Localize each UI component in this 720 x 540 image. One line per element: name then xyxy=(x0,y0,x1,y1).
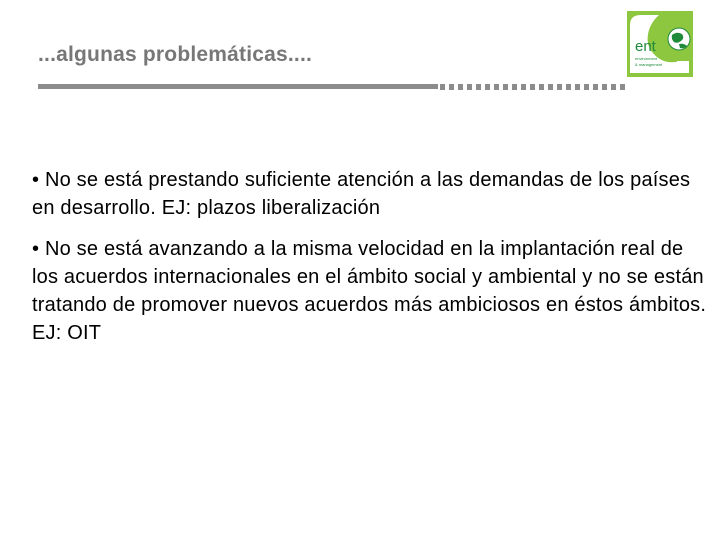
bullet-list xyxy=(32,166,712,360)
logo-text: ent xyxy=(635,38,656,55)
globe-icon xyxy=(668,28,690,50)
logo-subtext-2: & management xyxy=(635,62,663,67)
slide-title: ...algunas problemáticas.... xyxy=(38,43,313,66)
logo-subtext-1: environment xyxy=(635,56,658,61)
bullet-item-2: • No se está avanzando a la misma velocidad en la implantación real de los acuerdos internacionales en el ámbito social y ambiental y no se están tratando de promover nuevos acuerdos más ambiciosos en éstos ámbitos. EJ: OIT xyxy=(32,238,707,344)
ent-logo xyxy=(627,11,693,77)
bullet-item-1: • No se está prestando suficiente atención a las demandas de los países en desarrollo. EJ: plazos liberalización xyxy=(32,169,691,219)
title-dotted-line xyxy=(440,84,628,90)
title-underline xyxy=(38,84,438,89)
